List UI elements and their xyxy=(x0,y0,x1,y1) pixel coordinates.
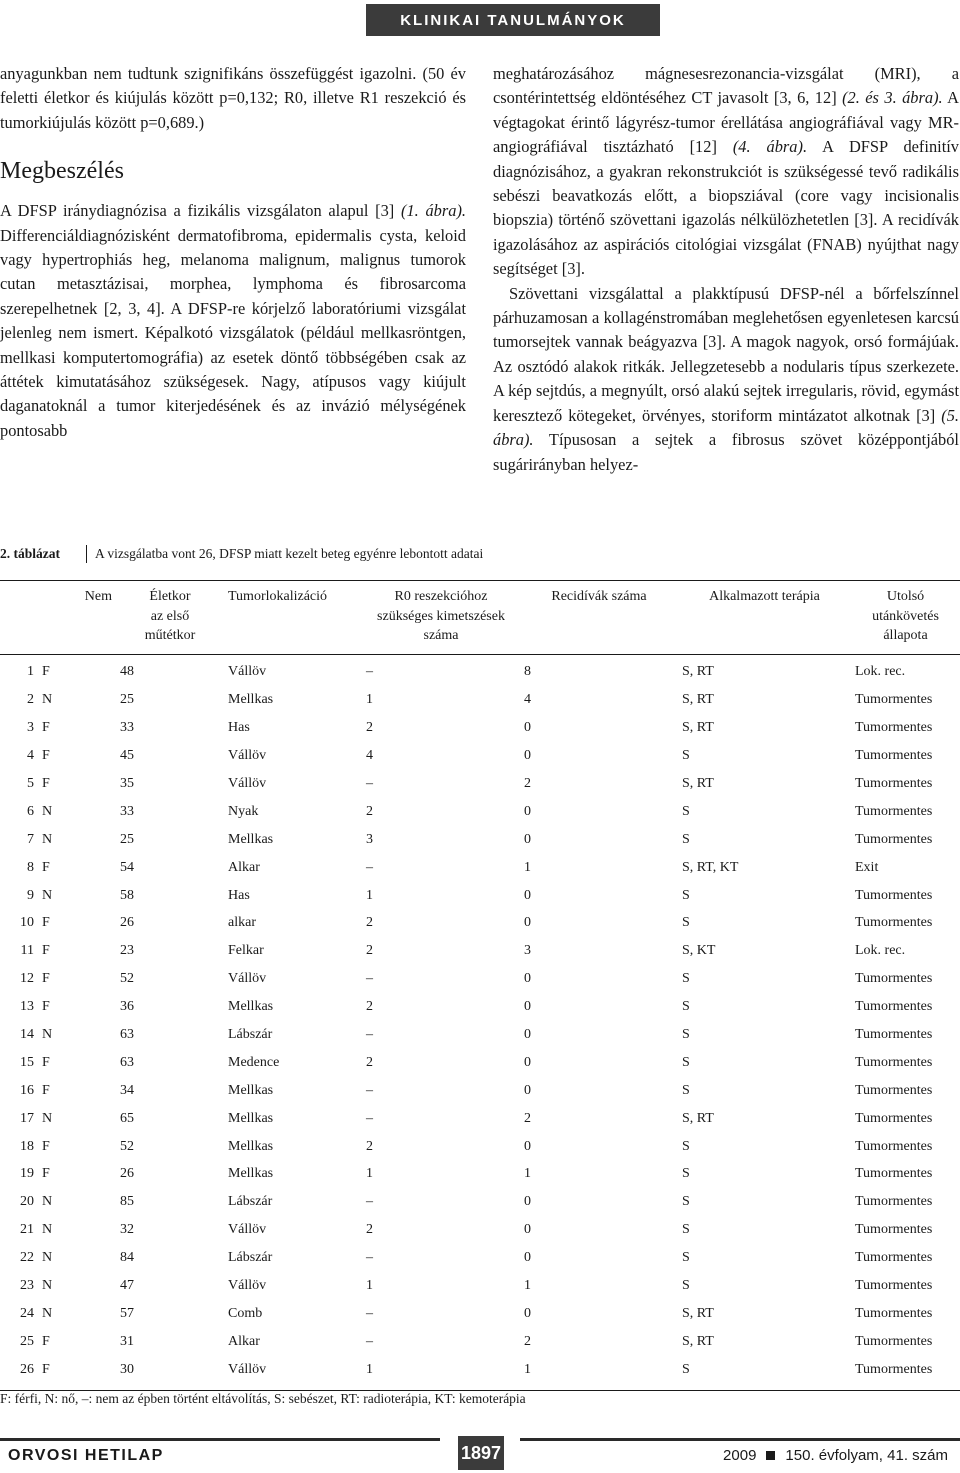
cell-followup: Tumormentes xyxy=(855,1082,933,1098)
cell-r0: 2 xyxy=(366,1222,373,1238)
cell-r0: 1 xyxy=(362,1356,520,1390)
cell-sex: N xyxy=(42,1250,53,1266)
table-row xyxy=(0,854,960,882)
section-title: KLINIKAI TANULMÁNYOK xyxy=(400,11,626,29)
cell-age: 33 xyxy=(120,720,134,736)
cell-location: Vállöv xyxy=(228,664,267,680)
cell-therapy: S xyxy=(682,803,690,819)
cell-therapy: S xyxy=(682,1138,690,1154)
cell-id: 22 xyxy=(20,1250,34,1266)
cell-followup: Tumormentes xyxy=(855,1222,933,1238)
cell-id: 14 xyxy=(20,1027,34,1043)
cell-recurrence: 0 xyxy=(524,1250,531,1266)
cell-sex: N xyxy=(42,887,53,903)
cell-id: 25 xyxy=(20,1333,34,1349)
cell-age: 45 xyxy=(120,748,134,764)
cell-therapy: S xyxy=(682,1194,690,1210)
cell-location: Mellkas xyxy=(228,1166,274,1182)
cell-id: 21 xyxy=(20,1222,34,1238)
cell-therapy: S xyxy=(682,1222,690,1238)
cell-followup: Tumormentes xyxy=(855,1166,933,1182)
cell-recurrence: 0 xyxy=(524,999,531,1015)
footer-issue xyxy=(520,1438,960,1473)
cell-therapy: S, RT, KT xyxy=(682,859,739,875)
cell-therapy: S, RT xyxy=(682,1110,714,1126)
cell-id: 19 xyxy=(20,1166,34,1182)
cell-location: Mellkas xyxy=(228,831,274,847)
cell-recurrence: 0 xyxy=(524,1054,531,1070)
cell-therapy: S xyxy=(682,887,690,903)
cell-recurrence: 0 xyxy=(524,1305,531,1321)
text-run: A DFSP iránydiagnózisa a fizikális vizsgálaton alapul [3] xyxy=(0,201,401,221)
cell-age: 30 xyxy=(116,1356,224,1390)
cell-id: 3 xyxy=(27,720,34,736)
cell-age: 25 xyxy=(120,831,134,847)
cell-sex: F xyxy=(42,915,50,931)
cell-followup: Tumormentes xyxy=(855,887,933,903)
cell-id: 24 xyxy=(20,1305,34,1321)
cell-recurrence: 8 xyxy=(524,664,531,680)
cell-location: Vállöv xyxy=(228,776,267,791)
cell-location: Mellkas xyxy=(228,1138,274,1154)
cell-recurrence: 0 xyxy=(524,831,531,847)
cell-age: 84 xyxy=(120,1250,134,1266)
cell-therapy: S xyxy=(682,1278,690,1294)
cell-age: 85 xyxy=(120,1194,134,1210)
header-age-line: Életkor xyxy=(149,589,191,604)
cell-location: Vállöv xyxy=(224,1356,362,1390)
header-sex: Nem xyxy=(38,581,116,655)
cell-location: Has xyxy=(228,720,250,736)
cell-recurrence: 0 xyxy=(524,1138,531,1154)
cell-followup: Tumormentes xyxy=(855,1250,933,1266)
cell-id: 10 xyxy=(20,915,34,931)
cell-r0: 2 xyxy=(366,803,373,819)
table-row xyxy=(0,1272,960,1300)
header-therapy: Alkalmazott terápia xyxy=(678,581,851,655)
cell-sex: F xyxy=(42,943,50,959)
cell-followup: Tumormentes xyxy=(855,1138,933,1154)
cell-therapy: S, RT xyxy=(682,664,714,680)
cell-location: Nyak xyxy=(228,803,259,819)
cell-followup: Tumormentes xyxy=(855,1278,933,1294)
cell-sex: N xyxy=(42,831,53,847)
cell-age: 63 xyxy=(120,1027,134,1043)
cell-location: Vállöv xyxy=(228,971,267,987)
cell-recurrence: 0 xyxy=(524,887,531,903)
cell-sex: F xyxy=(42,1054,50,1070)
text-run: A DFSP definitív diagnózisához, a gyakran rekonstrukciót is szükségessé tevő radikális sebészi beavatkozás előtt, a biopsziával (core vagy incisionalis biopszia) történő szövettani igazolás nélkülözhetetlen [3]. A recidívák igazolásához az aspirációs citológiai vizsgálat (FNAB) nyújthat nagy segítséget [3]. xyxy=(493,137,959,279)
cell-id: 5 xyxy=(27,776,34,791)
header-id xyxy=(0,581,38,655)
table-footnote: F: férfi, N: nő, –: nem az épben történt eltávolítás, S: sebészet, RT: radioterápia, KT: kemoterápia xyxy=(0,1391,526,1406)
table-header-row xyxy=(0,581,960,655)
cell-age: 57 xyxy=(120,1305,134,1321)
cell-sex: N xyxy=(42,1110,53,1126)
cell-followup: Tumormentes xyxy=(855,915,933,931)
table-row xyxy=(0,1216,960,1244)
cell-sex: N xyxy=(42,1194,53,1210)
cell-location: Has xyxy=(228,887,250,903)
cell-r0: – xyxy=(366,1194,373,1210)
table-title: A vizsgálatba vont 26, DFSP miatt kezelt beteg egyénre lebontott adatai xyxy=(95,546,484,561)
cell-location: Vállöv xyxy=(228,1278,267,1294)
cell-age: 33 xyxy=(120,803,134,819)
cell-sex: N xyxy=(42,692,53,708)
cell-therapy: S xyxy=(682,1027,690,1043)
header-followup-line: Utolsó utánkövetés xyxy=(872,589,939,624)
table-row xyxy=(0,965,960,993)
cell-age: 54 xyxy=(120,859,134,875)
table-row xyxy=(0,714,960,742)
cell-followup: Tumormentes xyxy=(855,1110,933,1126)
cell-r0: – xyxy=(366,971,373,987)
cell-therapy: S xyxy=(682,748,690,764)
cell-therapy: S xyxy=(682,971,690,987)
header-age-line: az első xyxy=(150,608,190,624)
cell-recurrence: 0 xyxy=(524,971,531,987)
cell-r0: 1 xyxy=(366,887,373,903)
figure-reference: (5. ábra). xyxy=(493,405,959,450)
cell-therapy: S xyxy=(682,1250,690,1266)
table-row xyxy=(0,742,960,770)
section-header xyxy=(366,4,660,36)
table-row xyxy=(0,1356,960,1390)
text-run: Szövettani vizsgálattal a plakktípusú DFSP-nél a bőrfelszínnel párhuzamosan a kollagénstromában meglehetősen egyenletesen karcsú tumorsejtek vannak beágyazva [3]. A magok nagyok, orsó formájúak. Az osztódó alakok ritkák. Jellegzetesebb a nodularis típus szerkezete. A kép sejtdús, a megnyúlt, orsó alakú sejtek irregularis, rövid, egymást keresztező kötegeket, örvényes, storiform mintázatot alkotnak [3] xyxy=(493,283,959,425)
table-row xyxy=(0,1105,960,1133)
cell-followup: Tumormentes xyxy=(851,1356,960,1390)
table-row xyxy=(0,826,960,854)
cell-recurrence: 0 xyxy=(524,1027,531,1043)
cell-location: Lábszár xyxy=(228,1027,273,1043)
cell-sex: F xyxy=(42,664,50,680)
cell-therapy: S xyxy=(682,1166,690,1182)
header-r0-line: száma xyxy=(423,628,459,643)
cell-r0: 2 xyxy=(366,999,373,1015)
text-run: Differenciáldiagnózisként dermatofibroma, epidermalis cysta, keloid vagy hypertrophiás heg, melanoma malignum, malignus tumorok cutan metasztázisai, morphea, lymphoma és fibrosarcoma szerepelhetnek [2, 3, 4]. A DFSP-re kórjelző laboratóriumi vizsgálat jelenleg nem ismert. Képalkotó vizsgálatok (például mellkasröntgen, mellkasi komputertomográfia) az esetek döntő többségében csak az áttétek kimutatásához szükségesek. Nagy, atípusos vagy kiújult daganatoknál a tumor kiterjedésének és az invázió mélységének pontosabb xyxy=(0,225,466,440)
cell-sex: F xyxy=(42,776,50,791)
cell-recurrence: 1 xyxy=(524,1166,531,1182)
cell-therapy: S, RT xyxy=(682,776,714,791)
cell-followup: Tumormentes xyxy=(855,1054,933,1070)
cell-id: 11 xyxy=(20,943,34,959)
figure-reference: (2. és 3. ábra). xyxy=(842,88,943,108)
cell-sex: N xyxy=(42,1027,53,1043)
figure-reference: (1. ábra). xyxy=(401,201,467,221)
table-row xyxy=(0,770,960,798)
cell-id: 9 xyxy=(27,887,34,903)
table-row xyxy=(0,910,960,938)
cell-id: 13 xyxy=(20,999,34,1015)
cell-recurrence: 3 xyxy=(524,943,531,959)
cell-followup: Tumormentes xyxy=(855,971,933,987)
cell-location: Alkar xyxy=(228,859,260,875)
cell-id: 2 xyxy=(27,692,34,708)
cell-followup: Exit xyxy=(855,859,879,875)
cell-followup: Tumormentes xyxy=(855,803,933,819)
table-row xyxy=(0,654,960,686)
cell-recurrence: 0 xyxy=(524,803,531,819)
cell-recurrence: 2 xyxy=(524,1333,531,1349)
cell-recurrence: 4 xyxy=(524,692,531,708)
cell-followup: Tumormentes xyxy=(855,1305,933,1321)
cell-r0: 2 xyxy=(366,943,373,959)
cell-r0: 1 xyxy=(366,692,373,708)
cell-id: 4 xyxy=(27,748,34,764)
cell-r0: – xyxy=(366,1305,373,1321)
cell-id: 1 xyxy=(27,664,34,680)
cell-recurrence: 0 xyxy=(524,1082,531,1098)
cell-recurrence: 2 xyxy=(524,776,531,791)
cell-followup: Tumormentes xyxy=(855,1333,933,1349)
cell-location: Mellkas xyxy=(228,999,274,1015)
cell-sex: F xyxy=(42,1333,50,1349)
header-r0-line: R0 reszekcióhoz xyxy=(394,589,488,604)
figure-reference: (4. ábra). xyxy=(732,137,808,157)
cell-age: 32 xyxy=(120,1222,134,1238)
cell-id: 17 xyxy=(20,1110,34,1126)
table-row xyxy=(0,798,960,826)
header-r0-line: szükséges kimetszések xyxy=(377,608,505,624)
cell-age: 36 xyxy=(120,999,134,1015)
intro-paragraph: anyagunkban nem tudtunk szignifikáns összefüggést igazolni. (50 év feletti életkor és kiújulás között p=0,132; R0, illetve R1 reszekció és tumorkiújulás között p=0,689.) xyxy=(0,64,466,132)
cell-r0: – xyxy=(366,859,373,875)
header-location: Tumorlokalizáció xyxy=(224,581,362,655)
cell-id: 12 xyxy=(20,971,34,987)
cell-followup: Tumormentes xyxy=(855,720,933,736)
table-row xyxy=(0,1133,960,1161)
cell-recurrence: 0 xyxy=(524,748,531,764)
cell-followup: Tumormentes xyxy=(855,1027,933,1043)
cell-age: 48 xyxy=(120,664,134,680)
cell-therapy: S xyxy=(678,1356,851,1390)
cell-location: Felkar xyxy=(228,943,264,959)
header-age-line: műtétkor xyxy=(144,628,196,643)
cell-r0: 2 xyxy=(366,915,373,931)
table-row xyxy=(0,1328,960,1356)
table-row xyxy=(0,1300,960,1328)
cell-followup: Tumormentes xyxy=(855,776,933,791)
cell-location: Comb xyxy=(228,1305,263,1321)
header-recurrence: Recidívák száma xyxy=(520,581,678,655)
cell-sex: F xyxy=(42,1138,50,1154)
cell-r0: – xyxy=(366,1250,373,1266)
cell-therapy: S, RT xyxy=(682,692,714,708)
cell-r0: 1 xyxy=(366,1278,373,1294)
cell-location: Lábszár xyxy=(228,1194,273,1210)
cell-sex: F xyxy=(38,1356,116,1390)
table-row xyxy=(0,1077,960,1105)
cell-r0: – xyxy=(366,1333,373,1349)
cell-age: 52 xyxy=(120,971,134,987)
cell-recurrence: 2 xyxy=(524,1110,531,1126)
cell-id: 20 xyxy=(20,1194,34,1210)
header-followup xyxy=(851,581,960,655)
cell-sex: F xyxy=(42,859,50,875)
cell-followup: Tumormentes xyxy=(855,748,933,764)
cell-therapy: S xyxy=(682,831,690,847)
text-run: A végtagokat érintő lágyrész-tumor érellátása angiográfiával vagy MR-angiográfiával tisztázható [12] xyxy=(493,88,959,157)
left-column xyxy=(0,62,466,443)
cell-location: Alkar xyxy=(228,1333,260,1349)
cell-id: 18 xyxy=(20,1138,34,1154)
cell-r0: – xyxy=(366,1082,373,1098)
table-row xyxy=(0,1188,960,1216)
cell-followup: Lok. rec. xyxy=(855,664,906,680)
cell-followup: Tumormentes xyxy=(855,831,933,847)
table-row xyxy=(0,1161,960,1189)
cell-recurrence: 1 xyxy=(520,1356,678,1390)
patient-table xyxy=(0,580,960,1391)
cell-r0: – xyxy=(366,664,373,680)
cell-followup: Tumormentes xyxy=(855,1194,933,1210)
cell-r0: – xyxy=(366,776,373,791)
cell-age: 23 xyxy=(120,943,134,959)
table-row xyxy=(0,1021,960,1049)
cell-location: Vállöv xyxy=(228,1222,267,1238)
header-followup-line: állapota xyxy=(883,628,928,643)
issue-year: 2009 xyxy=(723,1447,757,1464)
cell-id: 7 xyxy=(27,831,34,847)
table-row xyxy=(0,937,960,965)
cell-recurrence: 1 xyxy=(524,1278,531,1294)
cell-sex: N xyxy=(42,1305,53,1321)
cell-id: 26 xyxy=(0,1356,38,1390)
cell-sex: F xyxy=(42,1166,50,1182)
cell-age: 58 xyxy=(120,887,134,903)
section-heading: Megbeszélés xyxy=(0,158,124,185)
cell-r0: 2 xyxy=(366,720,373,736)
cell-location: Lábszár xyxy=(228,1250,273,1266)
cell-therapy: S, RT xyxy=(682,1333,714,1349)
cell-age: 52 xyxy=(120,1138,134,1154)
table-number: 2. táblázat xyxy=(0,546,60,561)
cell-id: 16 xyxy=(20,1082,34,1098)
cell-therapy: S, RT xyxy=(682,720,714,736)
cell-age: 47 xyxy=(120,1278,134,1294)
cell-therapy: S, RT xyxy=(682,1305,714,1321)
cell-age: 63 xyxy=(120,1054,134,1070)
cell-location: Mellkas xyxy=(228,692,274,708)
cell-recurrence: 1 xyxy=(524,859,531,875)
cell-location: alkar xyxy=(228,915,256,931)
table-caption xyxy=(0,545,960,563)
cell-location: Medence xyxy=(228,1054,280,1070)
cell-therapy: S xyxy=(682,1082,690,1098)
table-row xyxy=(0,993,960,1021)
cell-id: 6 xyxy=(27,803,34,819)
header-age xyxy=(116,581,224,655)
cell-age: 35 xyxy=(120,776,134,791)
cell-age: 34 xyxy=(120,1082,134,1098)
cell-id: 15 xyxy=(20,1054,34,1070)
cell-followup: Tumormentes xyxy=(855,692,933,708)
cell-id: 23 xyxy=(20,1278,34,1294)
table-row xyxy=(0,882,960,910)
right-column xyxy=(493,62,959,477)
imaging-paragraph xyxy=(493,62,959,282)
cell-recurrence: 0 xyxy=(524,1194,531,1210)
cell-sex: F xyxy=(42,1082,50,1098)
cell-location: Mellkas xyxy=(228,1082,274,1098)
cell-therapy: S, KT xyxy=(682,943,716,959)
cell-sex: F xyxy=(42,720,50,736)
cell-age: 26 xyxy=(120,1166,134,1182)
cell-sex: N xyxy=(42,803,53,819)
table-row xyxy=(0,1244,960,1272)
cell-sex: F xyxy=(42,748,50,764)
cell-r0: – xyxy=(366,1027,373,1043)
cell-sex: F xyxy=(42,999,50,1015)
cell-sex: N xyxy=(42,1222,53,1238)
discussion-paragraph xyxy=(0,199,466,443)
cell-therapy: S xyxy=(682,999,690,1015)
cell-age: 26 xyxy=(120,915,134,931)
cell-sex: F xyxy=(42,971,50,987)
text-run: meghatározásához mágnesesrezonancia-vizsgálat (MRI), a csontérintettség eldöntéséhez CT javasolt [3, 6, 12] xyxy=(493,64,959,108)
issue-volume: 150. évfolyam, 41. szám xyxy=(785,1447,948,1464)
journal-name: ORVOSI HETILAP xyxy=(8,1447,164,1464)
cell-r0: 1 xyxy=(366,1166,373,1182)
cell-recurrence: 0 xyxy=(524,1222,531,1238)
cell-recurrence: 0 xyxy=(524,915,531,931)
cell-r0: 2 xyxy=(366,1054,373,1070)
histology-paragraph xyxy=(493,282,959,477)
cell-r0: 2 xyxy=(366,1138,373,1154)
caption-divider xyxy=(86,545,87,563)
cell-therapy: S xyxy=(682,915,690,931)
cell-r0: 3 xyxy=(366,831,373,847)
square-bullet-icon xyxy=(766,1451,775,1460)
cell-location: Vállöv xyxy=(228,748,267,764)
cell-followup: Tumormentes xyxy=(855,999,933,1015)
table-body xyxy=(0,654,960,1390)
cell-recurrence: 0 xyxy=(524,720,531,736)
cell-id: 8 xyxy=(27,859,34,875)
cell-age: 25 xyxy=(120,692,134,708)
text-run: Típusosan a sejtek a fibrosus szövet középpontjából sugárirányban helyez- xyxy=(493,430,959,474)
table-row xyxy=(0,1049,960,1077)
table-row xyxy=(0,686,960,714)
cell-location: Mellkas xyxy=(228,1110,274,1126)
page-number: 1897 xyxy=(458,1436,504,1470)
cell-r0: – xyxy=(366,1110,373,1126)
cell-followup: Lok. rec. xyxy=(855,943,906,959)
cell-sex: N xyxy=(42,1278,53,1294)
cell-age: 31 xyxy=(120,1333,134,1349)
cell-age: 65 xyxy=(120,1110,134,1126)
footer-journal xyxy=(0,1438,440,1473)
cell-therapy: S xyxy=(682,1054,690,1070)
cell-r0: 4 xyxy=(366,748,373,764)
header-r0 xyxy=(362,581,520,655)
